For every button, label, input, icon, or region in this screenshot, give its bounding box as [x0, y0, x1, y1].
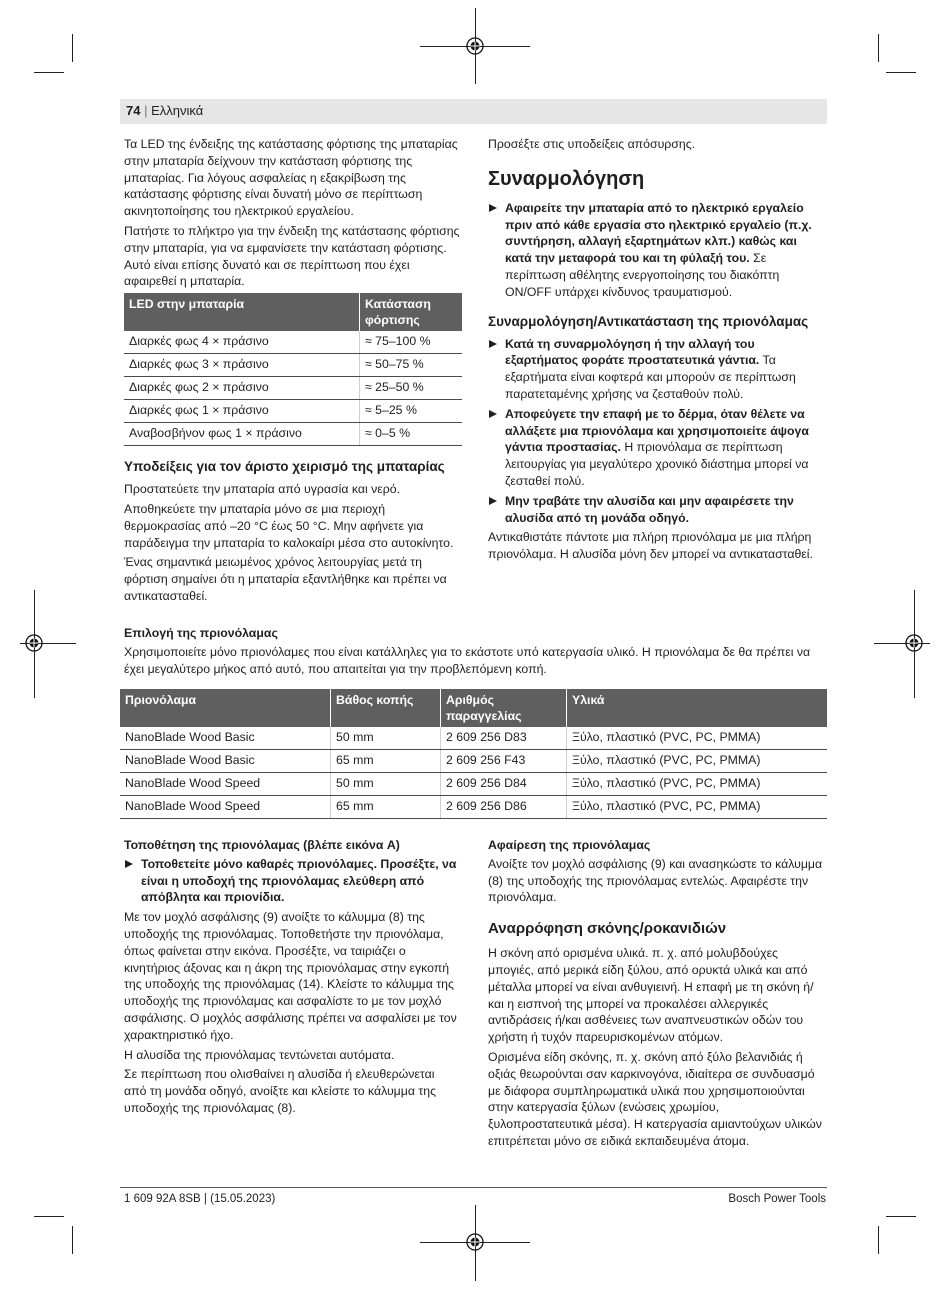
- crop-mark: [34, 72, 64, 73]
- table-row: [124, 400, 462, 423]
- table-row: [120, 796, 827, 819]
- removal-text: Ανοίξτε τον μοχλό ασφάλισης (9) και ανασηκώστε το κάλυμμα (8) της υποδοχής της πριονόλαμας εντελώς. Αφαιρέστε την πριονόλαμα.: [488, 856, 823, 905]
- footer-doc-id: 1 609 92A 8SB | (15.05.2023): [124, 1193, 276, 1205]
- dust-text: Η σκόνη από ορισμένα υλικά. π. χ. από μολυβδούχες μπογιές, από μερικά είδη ξύλου, από ορυκτά υλικά και από μέταλλα μπορεί να είναι ανθυγιεινή. Η επαφή με τη σκόνη ή/και η εισπνοή της μπορεί να προκαλέσει αλλεργικές αντιδράσεις ή/και ασθένειες των αναπνευστικών οδών του χρήστη ή τυχόν παρευρισκομένων ατόμων.: [488, 946, 814, 1045]
- footer-divider: [120, 1187, 827, 1188]
- crop-mark: [72, 1226, 73, 1254]
- crop-mark: [878, 1226, 879, 1254]
- battery-button-text: Πατήστε το πλήκτρο για την ένδειξη της κατάστασης φόρτισης στην μπαταρία, για να εμφανίσετε την κατάσταση φόρτισης. Αυτό είναι επίσης δυνατό και σε περίπτωση που έχει αφαιρεθεί η μπαταρία.: [124, 223, 460, 289]
- footer-brand: Bosch Power Tools: [728, 1193, 826, 1205]
- warning-bullet: Αφαιρείτε την μπαταρία από το ηλεκτρικό εργαλείο πριν από κάθε εργασία στο ηλεκτρικό εργαλείο (π.χ. συντήρηση, αλλαγή εξαρτημάτων κλπ.) καθώς και κατά την μεταφορά του και τη φύλαξή του. Σε περίπτωση αθέλητης ενεργοποίησης του διακόπτη ON/OFF υπάρχει κίνδυνος τραυματισμού.: [488, 200, 826, 301]
- fitting-text: Με τον μοχλό ασφάλισης (9) ανοίξτε το κάλυμμα (8) της υποδοχής της πριονόλαμας. Τοποθετήστε την πριονόλαμα, όπως φαίνεται στην εικόνα. Προσέξτε, να ταιριάζει ο κινητήριος άξονας και η άκρη της πριονόλαμας στην εγκοπή της υποδοχής της πριονόλαμας (14). Κλείστε το κάλυμμα της υποδοχής της πριονόλαμας και ασφαλίστε το με τον μοχλό ασφάλισης. Ο μοχλός ασφάλισης πρέπει να ασφαλίσει με τον χαρακτηριστικό ήχο.: [124, 910, 457, 1042]
- table-header: Βάθος κοπής: [331, 689, 441, 727]
- table-cell: Διαρκές φως 3 × πράσινο: [124, 354, 360, 377]
- table-row: [120, 750, 827, 773]
- table-cell: ≈ 75–100 %: [360, 331, 463, 354]
- table-cell: 50 mm: [331, 773, 441, 796]
- table-cell: ≈ 0–5 %: [360, 423, 463, 446]
- table-row: [124, 423, 462, 446]
- blade-selection-heading: Επιλογή της πριονόλαμας: [124, 626, 278, 640]
- table-header: Αριθμός παραγγελίας: [441, 689, 567, 727]
- fitting-section: [124, 837, 460, 1120]
- table-cell: Αναβοσβήνον φως 1 × πράσινο: [124, 423, 360, 446]
- crop-mark: [886, 1216, 916, 1217]
- page-number: 74: [126, 103, 141, 118]
- registration-mark-icon: [465, 36, 485, 56]
- table-cell: ≈ 50–75 %: [360, 354, 463, 377]
- battery-led-intro: Τα LED της ένδειξης της κατάστασης φόρτισης της μπαταρίας στην μπαταρία δείχνουν την κατάσταση φόρτισης της μπαταρίας. Για λόγους ασφαλείας η εξακρίβωση της κατάστασης φόρτισης είναι δυνατή μόνο σε περίπτωση ακινητοποίησης του ηλεκτρικού εργαλείου.: [124, 137, 458, 219]
- registration-mark-icon: [24, 633, 44, 653]
- warning-bullet: Αποφεύγετε την επαφή με το δέρμα, όταν θέλετε να αλλάξετε μια πριονόλαμα και χρησιμοποιείτε άψογα γάντια προστασίας. Η πριονόλαμα σε περίπτωση λειτουργίας για μεγαλύτερο χρονικό διάστημα μπορεί να ζεσταθεί πολύ.: [488, 406, 826, 490]
- table-header: Πριονόλαμα: [120, 689, 331, 727]
- header-language: Ελληνικά: [151, 103, 204, 118]
- fitting-text: Η αλυσίδα της πριονόλαμας τεντώνεται αυτόματα.: [124, 1047, 395, 1062]
- replace-blade-heading: Συναρμολόγηση/Αντικατάσταση της πριονόλαμας: [488, 313, 809, 329]
- disposal-note: Προσέξτε στις υποδείξεις απόσυρσης.: [488, 137, 696, 151]
- battery-care-text: Ένας σημαντικά μειωμένος χρόνος λειτουργίας μετά τη φόρτιση σημαίνει ότι η μπαταρία εξαντλήθηκε και πρέπει να αντικατασταθεί.: [124, 555, 447, 603]
- table-cell: 2 609 256 D86: [441, 796, 567, 819]
- table-cell: Ξύλο, πλαστικό (PVC, PC, PMMA): [567, 727, 828, 750]
- table-cell: 65 mm: [331, 796, 441, 819]
- blade-table: [120, 689, 827, 819]
- table-cell: NanoBlade Wood Basic: [120, 750, 331, 773]
- warning-bullet: Κατά τη συναρμολόγηση ή την αλλαγή του εξαρτήματος φοράτε προστατευτικά γάντια. Τα εξαρτήματα είναι κοφτερά και μπορούν σε περίπτωση παρατεταμένης χρήσης να ζεσταθούν πολύ.: [488, 336, 826, 403]
- table-cell: Ξύλο, πλαστικό (PVC, PC, PMMA): [567, 773, 828, 796]
- replace-blade-text: Αντικαθιστάτε πάντοτε μια πλήρη πριονόλαμα με μια πλήρη πριονόλαμα. Η αλυσίδα μόνη δεν μπορεί να αντικατασταθεί.: [488, 530, 813, 562]
- fitting-text: Σε περίπτωση που ολισθαίνει η αλυσίδα ή ελευθερώνεται από τη μονάδα οδηγό, ανοίξτε και κλείστε το κάλυμμα της υποδοχής της πριονόλαμας (8).: [124, 1067, 437, 1115]
- table-row: [124, 331, 462, 354]
- table-header: LED στην μπαταρία: [124, 293, 360, 331]
- table-cell: 2 609 256 D84: [441, 773, 567, 796]
- table-cell: 50 mm: [331, 727, 441, 750]
- warning-bullet: Τοποθετείτε μόνο καθαρές πριονόλαμες. Προσέξτε, να είναι η υποδοχή της πριονόλαμας ελεύθερη από απόβλητα και πριονίδια.: [124, 856, 460, 906]
- crop-mark: [886, 72, 916, 73]
- fitting-heading: Τοποθέτηση της πριονόλαμας (βλέπε εικόνα A): [124, 838, 400, 852]
- table-row: [120, 727, 827, 750]
- table-cell: Διαρκές φως 4 × πράσινο: [124, 331, 360, 354]
- table-header-row: [120, 689, 827, 727]
- removal-heading: Αφαίρεση της πριονόλαμας: [488, 838, 651, 852]
- crop-mark: [72, 34, 73, 62]
- page-header-text: 74 | Ελληνικά: [126, 103, 204, 118]
- crop-mark: [878, 34, 879, 62]
- registration-mark-icon: [904, 633, 924, 653]
- dust-heading: Αναρρόφηση σκόνης/ροκανιδιών: [488, 920, 727, 938]
- table-row: [120, 773, 827, 796]
- table-cell: ≈ 5–25 %: [360, 400, 463, 423]
- blade-selection: [124, 625, 829, 677]
- left-column: [124, 136, 464, 608]
- table-header: Υλικά: [567, 689, 828, 727]
- table-cell: NanoBlade Wood Speed: [120, 796, 331, 819]
- table-cell: ≈ 25–50 %: [360, 377, 463, 400]
- table-header-row: [124, 293, 462, 331]
- table-cell: 65 mm: [331, 750, 441, 773]
- table-cell: Ξύλο, πλαστικό (PVC, PC, PMMA): [567, 796, 828, 819]
- battery-care-text: Προστατεύετε την μπαταρία από υγρασία και νερό.: [124, 482, 401, 497]
- crop-mark: [34, 1216, 64, 1217]
- warning-bullet: Μην τραβάτε την αλυσίδα και μην αφαιρέσετε την αλυσίδα από τη μονάδα οδηγό.: [488, 493, 826, 527]
- led-table: [124, 293, 462, 446]
- page-header: [120, 99, 827, 124]
- battery-care-heading: Υποδείξεις για τον άριστο χειρισμό της μπαταρίας: [124, 459, 445, 475]
- table-cell: NanoBlade Wood Basic: [120, 727, 331, 750]
- table-cell: 2 609 256 D83: [441, 727, 567, 750]
- table-cell: Διαρκές φως 2 × πράσινο: [124, 377, 360, 400]
- table-row: [124, 377, 462, 400]
- table-row: [124, 354, 462, 377]
- removal-section: [488, 837, 826, 1153]
- assembly-heading: Συναρμολόγηση: [488, 167, 645, 190]
- blade-selection-text: Χρησιμοποιείτε μόνο πριονόλαμες που είναι κατάλληλες για το εκάστοτε υπό κατεργασία υλικό. Η πριονόλαμα δε θα πρέπει να έχει μεγαλύτερο μήκος από αυτό, που απαιτείται για την προβλεπόμενη κοπή.: [124, 644, 811, 676]
- table-cell: Διαρκές φως 1 × πράσινο: [124, 400, 360, 423]
- table-header: Κατάσταση φόρτισης: [360, 293, 463, 331]
- registration-mark-icon: [465, 1232, 485, 1252]
- right-column: [488, 136, 826, 566]
- battery-care-text: Αποθηκεύετε την μπαταρία μόνο σε μια περιοχή θερμοκρασίας από –20 °C έως 50 °C. Μην αφήνετε για παράδειγμα την μπαταρία το καλοκαίρι μέσα στο αυτοκίνητο.: [124, 501, 454, 550]
- table-cell: Ξύλο, πλαστικό (PVC, PC, PMMA): [567, 750, 828, 773]
- table-cell: 2 609 256 F43: [441, 750, 567, 773]
- table-cell: NanoBlade Wood Speed: [120, 773, 331, 796]
- dust-text: Ορισμένα είδη σκόνης, π. χ. σκόνη από ξύλο βελανιδιάς ή οξιάς θεωρούνται σαν καρκινογόνα, ιδιαίτερα σε συνδυασμό με διάφορα συμπληρωματικά υλικά που χρησιμοποιούνται στην κατεργασία ξύλων (ενώσεις χρωμίου, ξυλοπροστατευτικά μέσα). Η κατεργασία αμιαντούχων υλικών επιτρέπεται μόνο σε ειδικά εκπαιδευμένα άτομα.: [488, 1049, 822, 1148]
